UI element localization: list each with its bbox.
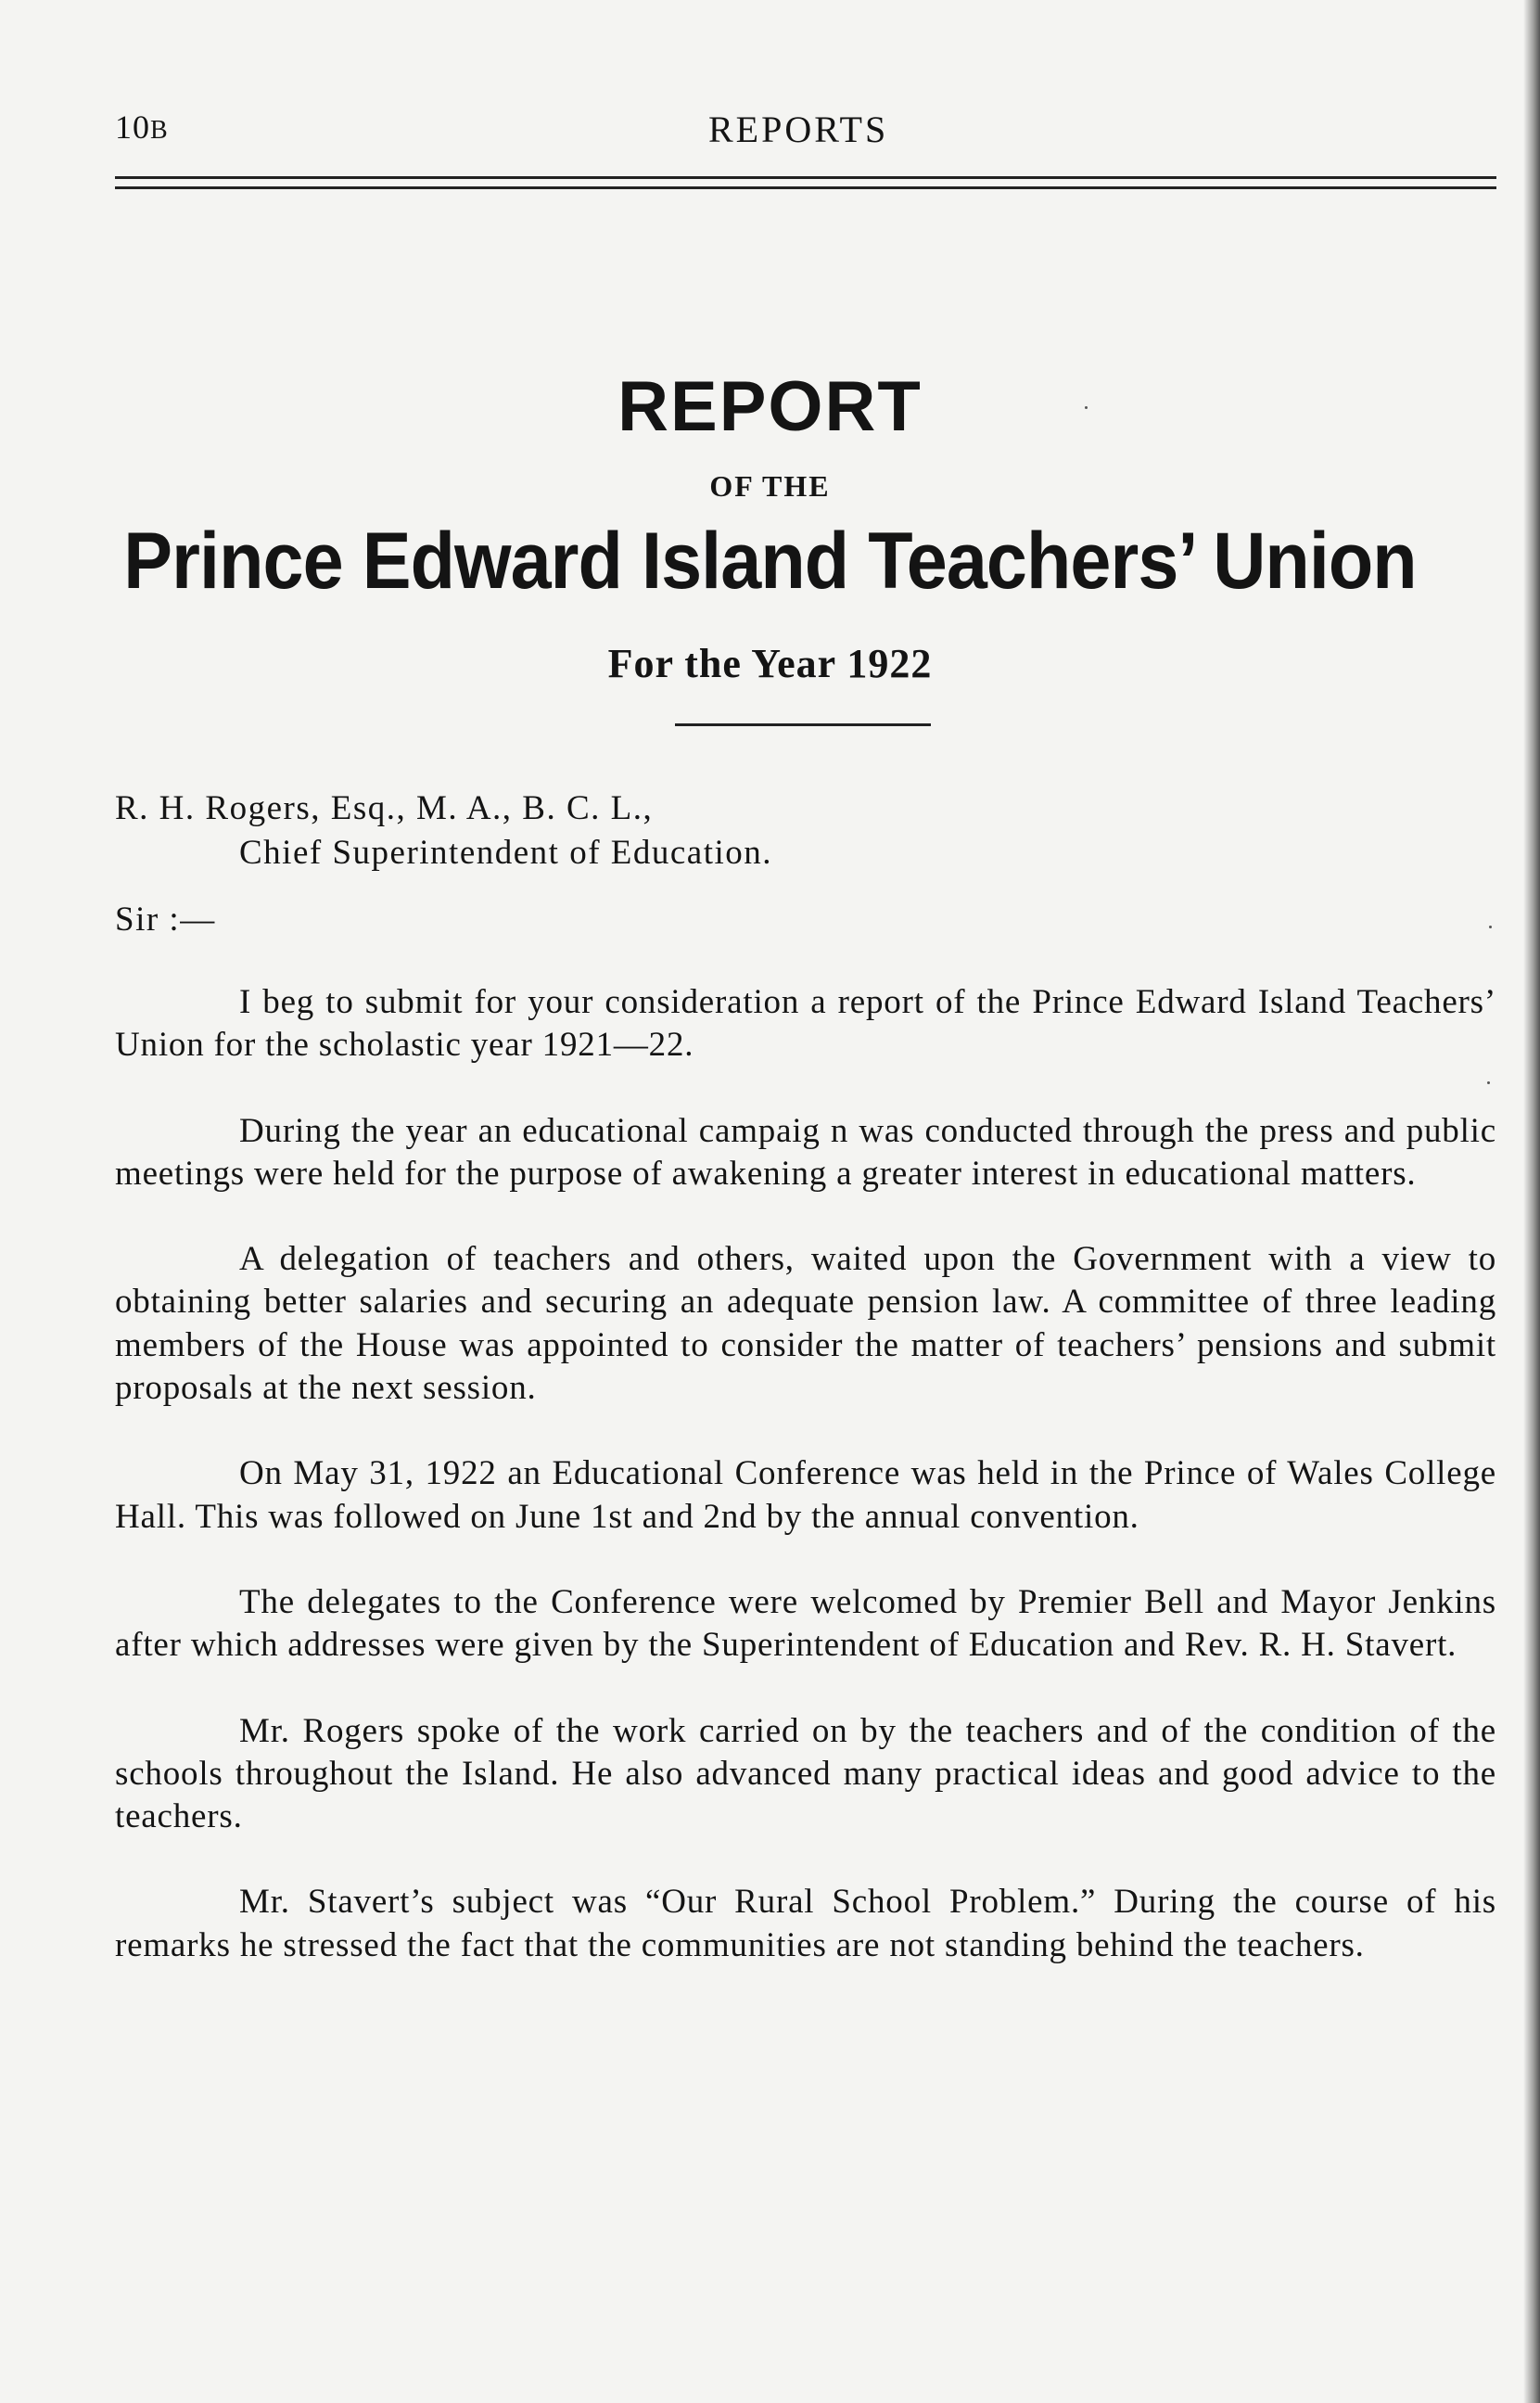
- title-divider-rule: [675, 723, 931, 726]
- salutation: Sir :—: [115, 901, 216, 939]
- title-year: For the Year 1922: [607, 641, 933, 686]
- report-body: [115, 981, 1496, 2010]
- running-title: REPORTS: [708, 109, 889, 150]
- print-speck: [1489, 926, 1492, 928]
- addressee-name: R. H. Rogers, Esq., M. A., B. C. L.,: [115, 789, 654, 827]
- title-report: REPORT: [617, 367, 923, 446]
- paragraph: The delegates to the Conference were welcomed by Premier Bell and Mayor Jenkins after which addresses were given by the Superintendent of Education and Rev. R. H. Stavert.: [115, 1582, 1496, 1665]
- paragraph: Mr. Stavert’s subject was “Our Rural School Problem.” During the course of his remarks he stressed the fact that the communities are not standing behind the teachers.: [115, 1883, 1496, 1964]
- addressee-position: Chief Superintendent of Education.: [239, 834, 773, 872]
- paragraph: On May 31, 1922 an Educational Conference was held in the Prince of Wales College Hall. This was followed on June 1st and 2nd by the annual convention.: [115, 1454, 1496, 1536]
- addressee-block: [115, 786, 772, 876]
- page-edge-shadow: [1523, 0, 1540, 2403]
- print-speck: [1487, 1081, 1490, 1084]
- title-organization: Prince Edward Island Teachers’ Union: [123, 517, 1417, 606]
- paragraph: Mr. Rogers spoke of the work carried on by the teachers and of the condition of the schools throughout the Island. He also advanced many practical ideas and good advice to the teachers.: [115, 1711, 1496, 1836]
- paragraph: A delegation of teachers and others, waited upon the Government with a view to obtaining better salaries and securing an adequate pension law. A committee of three leading members of the House was appointed to consider the matter of teachers’ pensions and submit proposals at the next session.: [115, 1240, 1496, 1408]
- running-head: [115, 102, 1496, 158]
- page-number: 10B: [115, 109, 169, 146]
- header-double-rule: [115, 176, 1496, 189]
- paragraph: During the year an educational campaig n was conducted through the press and public meetings were held for the purpose of awakening a greater interest in educational matters.: [115, 1111, 1496, 1193]
- title-of-the: OF THE: [709, 469, 831, 503]
- paragraph: I beg to submit for your consideration a report of the Prince Edward Island Teachers’ Union for the scholastic year 1921—22.: [115, 983, 1496, 1065]
- print-speck: [1085, 406, 1088, 409]
